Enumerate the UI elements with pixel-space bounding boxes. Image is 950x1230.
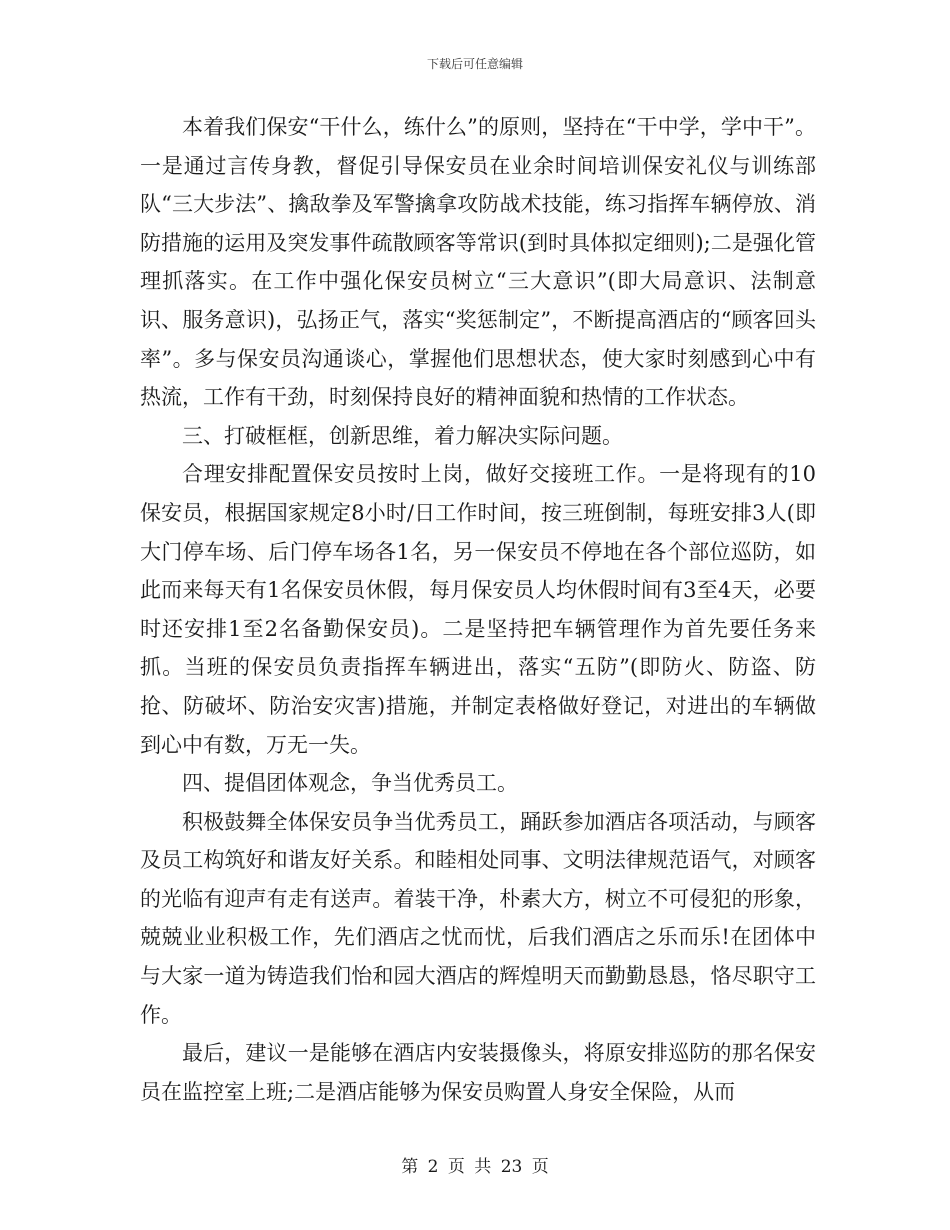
paragraph-suggestions: 最后，建议一是能够在酒店内安装摄像头，将原安排巡防的那名保安员在监控室上班;二是酒店能够为保安员购置人身安全保险，从而 (140, 1041, 816, 1104)
paragraph-shift-arrangement: 合理安排配置保安员按时上岗，做好交接班工作。一是将现有的10保安员，根据国家规定8小时/日工作时间，按三班倒制，每班安排3人(即大门停车场、后门停车场各1名，另一保安员不停地在各个部位巡防，如此而来每天有1名保安员休假，每月保安员人均休假时间有3至4天，必要时还安排1至2名备勤保安员)。二是坚持把车辆管理作为首先要任务来抓。当班的保安员负责指挥车辆进出，落实“五防”(即防火、防盗、防抢、防破坏、防治安灾害)措施，并制定表格做好登记，对进出的车辆做到心中有数，万无一失。 (140, 462, 816, 757)
page-header: 下载后可任意编辑 (426, 57, 523, 71)
paragraph-training: 本着我们保安“干什么，练什么”的原则，坚持在“干中学，学中干”。一是通过言传身教，督促引导保安员在业余时间培训保安礼仪与训练部队“三大步法”、擒敌拳及军警擒拿攻防战术技能，练习指挥车辆停放、消防措施的运用及突发事件疏散顾客等常识(到时具体拟定细则);二是强化管理抓落实。在工作中强化保安员树立“三大意识”(即大局意识、法制意识、服务意识)，弘扬正气，落实“奖惩制定”，不断提高酒店的“顾客回头率”。多与保安员沟通谈心，掌握他们思想状态，使大家时刻感到心中有热流，工作有干劲，时刻保持良好的精神面貌和热情的工作状态。 (140, 115, 816, 410)
section-heading-three: 三、打破框框，创新思维，着力解决实际问题。 (182, 423, 623, 448)
section-heading-four: 四、提倡团体观念，争当优秀员工。 (182, 771, 518, 796)
page-number-footer: 第 2 页 共 23 页 (401, 1157, 549, 1177)
paragraph-teamwork: 积极鼓舞全体保安员争当优秀员工，踊跃参加酒店各项活动，与顾客及员工构筑好和谐友好关系。和睦相处同事、文明法律规范语气，对顾客的光临有迎声有走有送声。着装干净，朴素大方，树立不可侵犯的形象，兢兢业业积极工作，先们酒店之忧而忧，后我们酒店之乐而乐!在团体中与大家一道为铸造我们怡和园大酒店的辉煌明天而勤勤恳恳，恪尽职守工作。 (140, 809, 816, 1027)
document-body (140, 108, 816, 1111)
